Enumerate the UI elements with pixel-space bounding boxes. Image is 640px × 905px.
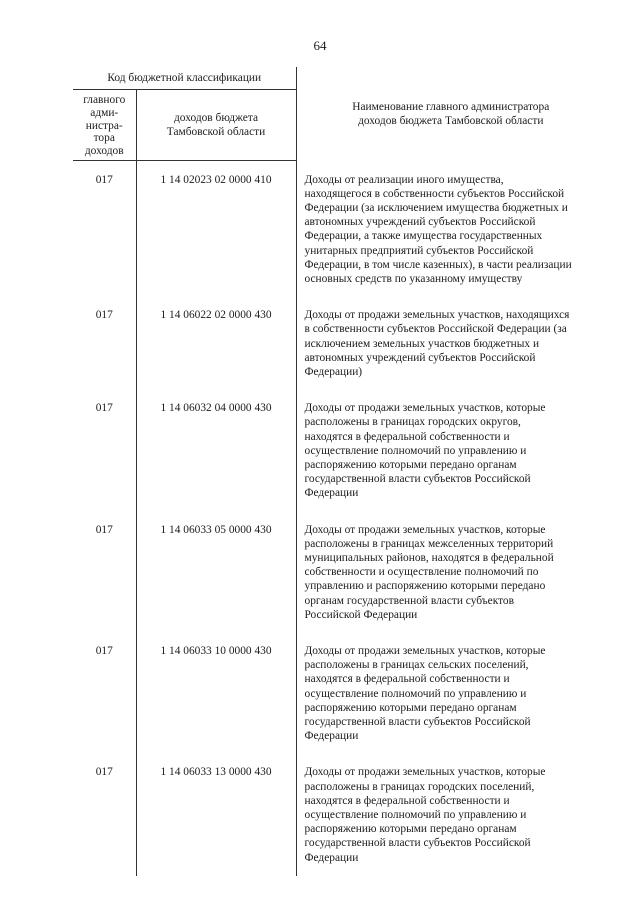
admin-code-cell: 017	[73, 754, 136, 875]
table-row	[73, 633, 605, 754]
admin-code-cell: 017	[73, 297, 136, 390]
table-row	[73, 161, 605, 298]
table-row	[73, 512, 605, 633]
income-name-cell: Доходы от продажи земельных участков, которые расположены в границах городских поселений, находятся в федеральной собственности и осуществление полномочий по управлению и распоряжению которыми передано органам государственной власти субъектов Российской Федерации	[304, 766, 546, 864]
income-code-cell: 1 14 02023 02 0000 410	[136, 161, 296, 298]
table-row	[73, 390, 605, 511]
income-code-cell: 1 14 06033 13 0000 430	[136, 754, 296, 875]
table-body	[73, 161, 605, 876]
income-code-cell: 1 14 06032 04 0000 430	[136, 390, 296, 511]
income-code-cell: 1 14 06022 02 0000 430	[136, 297, 296, 390]
header-budget-classification-code: Код бюджетной классификации	[73, 67, 296, 90]
income-code-cell: 1 14 06033 05 0000 430	[136, 512, 296, 633]
income-name-cell: Доходы от продажи земельных участков, находящихся в собственности субъектов Российской Федерации (за исключением земельных участков бюджетных и автономных учреждений субъектов Российской Федерации)	[304, 309, 570, 378]
admin-code-cell: 017	[73, 633, 136, 754]
income-name-cell: Доходы от продажи земельных участков, которые расположены в границах сельских поселений, находятся в федеральной собственности и осуществление полномочий по управлению и распоряжению которыми передано органам государственной власти субъектов Российской Федерации	[304, 644, 546, 743]
header-regional-budget-income: доходов бюджета Тамбовской области	[136, 90, 296, 161]
admin-code-cell: 017	[73, 390, 136, 511]
table-row	[73, 297, 605, 390]
income-name-cell: Доходы от реализации иного имущества, находящегося в собственности субъектов Российской Федерации (за исключением имущества бюджетных и автономных учреждений субъектов Российской Федерации, а также имущества государственных унитарных предприятий субъектов Российской Федерации, в том числе казенных), в части реализации основных средств по указанному имуществу	[304, 173, 572, 285]
header-main-administrator: главного адми- нистра- тора доходов	[73, 90, 136, 161]
admin-code-cell: 017	[73, 161, 136, 298]
table-header	[73, 67, 605, 161]
income-name-cell: Доходы от продажи земельных участков, которые расположены в границах межселенных территорий муниципальных районов, находятся в федеральной собственности и осуществление полномочий по управлению и распоряжению которыми передано органам государственной власти субъектов Российской Федерации	[304, 523, 554, 621]
header-administrator-name: Наименование главного администратора доходов бюджета Тамбовской области	[296, 67, 605, 161]
income-name-cell: Доходы от продажи земельных участков, которые расположены в границах городских округов, находятся в федеральной собственности и осуществление полномочий по управлению и распоряжению которыми передано органам государственной власти субъектов Российской Федерации	[304, 402, 546, 500]
table-row	[73, 754, 605, 875]
budget-classification-table	[73, 67, 605, 876]
admin-code-cell: 017	[73, 512, 136, 633]
page-number: 64	[313, 38, 327, 53]
income-code-cell: 1 14 06033 10 0000 430	[136, 633, 296, 754]
